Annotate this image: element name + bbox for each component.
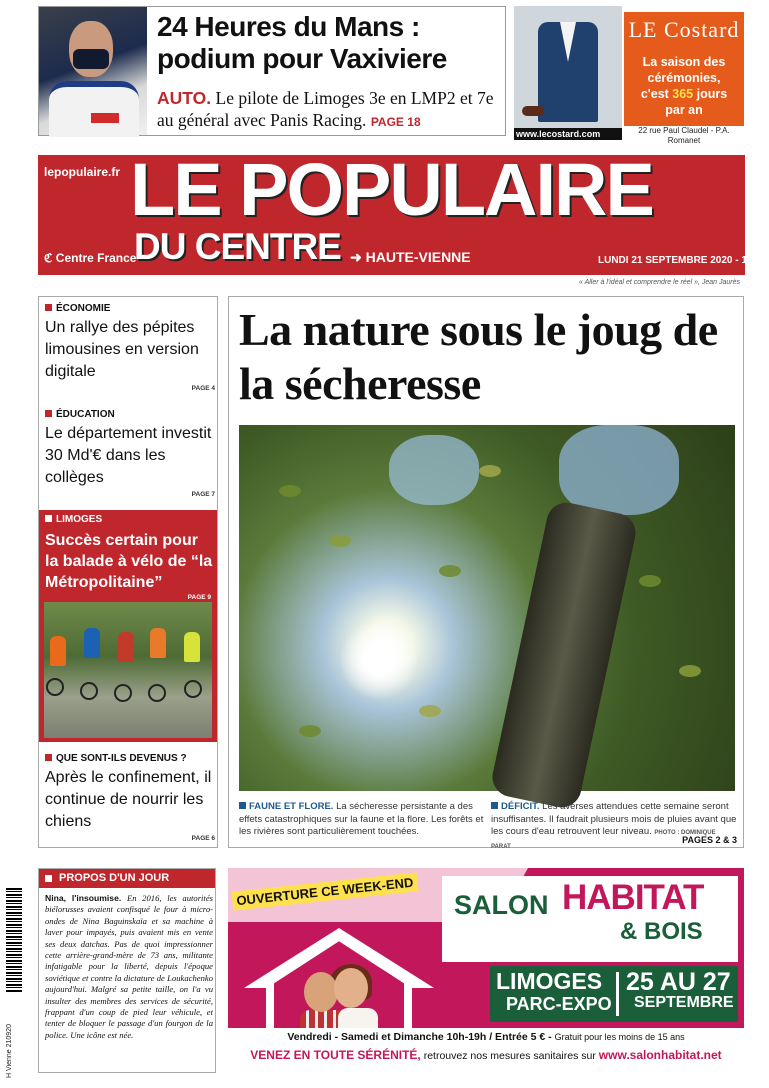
bike-wheel	[184, 680, 202, 698]
shoe	[522, 106, 544, 116]
photo-credit: PHOTO : DOMINIQUE PARAT	[491, 830, 716, 850]
person-face	[304, 972, 338, 1012]
brief-page: PAGE 4	[191, 385, 215, 392]
brief-economie[interactable]	[45, 303, 215, 392]
caption-left	[239, 801, 484, 839]
salon-word: SALON	[454, 890, 549, 920]
brief-education[interactable]	[45, 409, 215, 498]
masthead-title: LE POPULAIRE	[130, 148, 653, 231]
caption-right	[491, 801, 737, 853]
sun-glare	[339, 620, 419, 700]
brief-page: PAGE 7	[191, 491, 215, 498]
costard-url[interactable]: www.lecostard.com	[514, 128, 622, 140]
costard-line2: cérémonies,	[647, 71, 721, 85]
limoges-page: PAGE 9	[187, 594, 211, 601]
salon-habitat: HABITAT	[562, 878, 704, 917]
rubric-label: ÉCONOMIE	[56, 303, 111, 314]
teaser-text	[157, 87, 502, 133]
costard-line3-post: jours	[693, 87, 728, 101]
masthead	[38, 148, 769, 275]
bike-photo	[44, 602, 212, 738]
rubric-label: QUE SONT-ILS DEVENUS ?	[56, 753, 187, 764]
salon-month: SEPTEMBRE	[634, 994, 734, 1011]
bike-wheel	[46, 678, 64, 696]
costard-logo: LE Costard	[624, 12, 744, 48]
teaser-body: Le pilote de Limoges 3e en LMP2 et 7e au général avec Panis Racing.	[157, 88, 494, 130]
site-url[interactable]: lepopulaire.fr	[44, 165, 121, 179]
teaser-photo	[39, 7, 147, 135]
salon-divider	[616, 972, 619, 1016]
centre-france-logo	[44, 251, 136, 265]
motto: « Aller à l'idéal et comprendre le réel », Jean Jaurès	[579, 279, 740, 286]
salon-opening: OUVERTURE CE WEEK-END	[232, 872, 419, 910]
driver-suit	[49, 81, 139, 137]
propos-heading-label: PROPOS D'UN JOUR	[59, 872, 170, 884]
propos-square-icon	[45, 875, 52, 882]
costard-ad[interactable]	[514, 6, 744, 145]
leaf	[419, 705, 441, 717]
propos-lead: Nina, l'insoumise.	[45, 893, 122, 903]
salon-venue: PARC-EXPO	[506, 994, 612, 1014]
costard-line1: La saison des	[642, 55, 726, 69]
propos-box[interactable]	[38, 868, 216, 1073]
caption-left-kicker	[239, 801, 333, 812]
teaser-title[interactable]: 24 Heures du Mans : podium pour Vaxiviere	[157, 11, 447, 74]
salon-safety-lead: VENEZ EN TOUTE SÉRÉNITÉ,	[250, 1048, 421, 1062]
limoges-title[interactable]: Succès certain pour la balade à vélo de “la Métropolitaine”	[45, 532, 213, 591]
caption-right-kicker-label: DÉFICIT.	[501, 801, 540, 812]
caption-square-icon	[239, 802, 246, 809]
costard-address: 22 rue Paul Claudel - P.A. Romanet	[638, 126, 730, 145]
salon-url[interactable]: www.salonhabitat.net	[598, 1048, 722, 1062]
salon-bois: & BOIS	[620, 918, 703, 945]
top-teaser[interactable]	[38, 6, 506, 136]
main-story[interactable]	[228, 296, 744, 848]
rubric-square-icon	[45, 515, 52, 522]
brief-page: PAGE 6	[191, 835, 215, 842]
rubric	[45, 514, 102, 525]
rider	[50, 636, 66, 666]
caption-square-icon	[491, 802, 498, 809]
pages-reference: PAGES 2 & 3	[682, 835, 737, 845]
main-headline[interactable]: La nature sous le joug de la sécheresse	[239, 304, 718, 409]
costard-line4: par an	[665, 103, 703, 117]
salon-city: LIMOGES	[496, 968, 603, 994]
bike-wheel	[80, 682, 98, 700]
rubric	[45, 303, 215, 314]
sky-patch	[389, 435, 479, 505]
leaf	[639, 575, 661, 587]
salon-safety	[228, 1048, 744, 1062]
teaser-page: PAGE 18	[370, 115, 421, 129]
masthead-subtitle: DU CENTRE	[134, 226, 341, 267]
tree-photo	[239, 425, 735, 791]
costard-line3	[624, 86, 744, 102]
bike-wheel	[148, 684, 166, 702]
costard-slogan	[624, 48, 744, 126]
salon-hours	[228, 1031, 744, 1043]
brief-title[interactable]: Après le confinement, il continue de nourrir les chiens	[45, 769, 212, 830]
rider	[84, 628, 100, 658]
rubric-square-icon	[45, 410, 52, 417]
rubric-label: ÉDUCATION	[56, 409, 115, 420]
tree-trunk	[489, 499, 639, 811]
centre-france-icon: ℭ	[44, 251, 56, 265]
brief-title[interactable]: Le département investit 30 Md'€ dans les collèges	[45, 425, 212, 486]
salon-hours-main: Vendredi - Samedi et Dimanche 10h-19h / Entrée 5 € -	[287, 1031, 555, 1043]
limoges-box[interactable]	[39, 510, 217, 742]
rider	[118, 632, 134, 662]
costard-line3-pre: c'est	[640, 87, 673, 101]
caption-right-kicker	[491, 801, 540, 812]
barcode	[6, 888, 34, 1078]
propos-heading	[39, 869, 215, 888]
barcode-bars	[6, 888, 22, 992]
issue-date: LUNDI 21 SEPTEMBRE 2020 - 1,10 €	[598, 255, 769, 266]
sky-patch	[559, 425, 679, 515]
caption-left-kicker-label: FAUNE ET FLORE.	[249, 801, 334, 812]
rubric-square-icon	[45, 754, 52, 761]
leaf	[479, 465, 501, 477]
leaf	[299, 725, 321, 737]
rubric-label: LIMOGES	[56, 514, 103, 525]
salon-habitat-ad[interactable]	[228, 868, 744, 1073]
house-icon	[244, 928, 434, 1038]
bike-wheel	[114, 684, 132, 702]
rubric	[45, 753, 215, 764]
rider	[150, 628, 166, 658]
rider	[184, 632, 200, 662]
salon-safety-mid: retrouvez nos mesures sanitaires sur	[420, 1050, 599, 1062]
barcode-text: H Vienne 210920	[6, 1024, 13, 1078]
propos-body: En 2016, les autorités biélorusses avaient confisqué le four à micro-ondes de Nina Baguinskaïa et sa machine à laver pour impayés, puis avaient mis en vente ses deux datchas. Pas de quoi impressionner cette arrière-grand-mère de 73 ans, militante infatigable pour la liberté, depuis l'époque soviétique et contre la dictature de Loukachenko aujourd'hui. Malgré sa petite taille, on l'a vu insulter des membres des services de sécurité, frappant d'un coup de pied leur véhicule, et tenter de bloquer le passage d'un fourgon de la police. Une icône est née.	[45, 893, 213, 1040]
costard-photo	[514, 6, 622, 130]
person-face	[334, 968, 368, 1008]
leaf	[439, 565, 461, 577]
rubric	[45, 409, 215, 420]
leaf	[279, 485, 301, 497]
propos-text	[45, 893, 213, 1041]
teaser-kicker: AUTO.	[157, 88, 212, 108]
costard-days: 365	[672, 87, 694, 101]
centre-france-name: Centre France	[55, 251, 137, 265]
leaf	[679, 665, 701, 677]
leaf	[329, 535, 351, 547]
driver-mask	[73, 49, 109, 69]
brief-devenus[interactable]	[45, 753, 215, 842]
suit-logo	[91, 113, 119, 123]
caption-right-text: Les averses attendues cette semaine seront insuffisantes. Il faudrait plusieurs mois de pluies avant que les cours d'eau retrouvent leur niveau.	[491, 801, 737, 837]
salon-hours-free: Gratuit pour les moins de 15 ans	[554, 1032, 685, 1042]
rubric-square-icon	[45, 304, 52, 311]
left-column	[38, 296, 218, 848]
brief-title[interactable]: Un rallye des pépites limousines en version digitale	[45, 319, 199, 380]
salon-dates: 25 AU 27	[626, 968, 731, 996]
caption-left-text: La sécheresse persistante a des effets catastrophiques sur la faune et la flore. Les forêts et les rivières sont particulièrement touchées.	[239, 801, 484, 837]
edition-label: ➜ HAUTE-VIENNE	[350, 249, 471, 265]
